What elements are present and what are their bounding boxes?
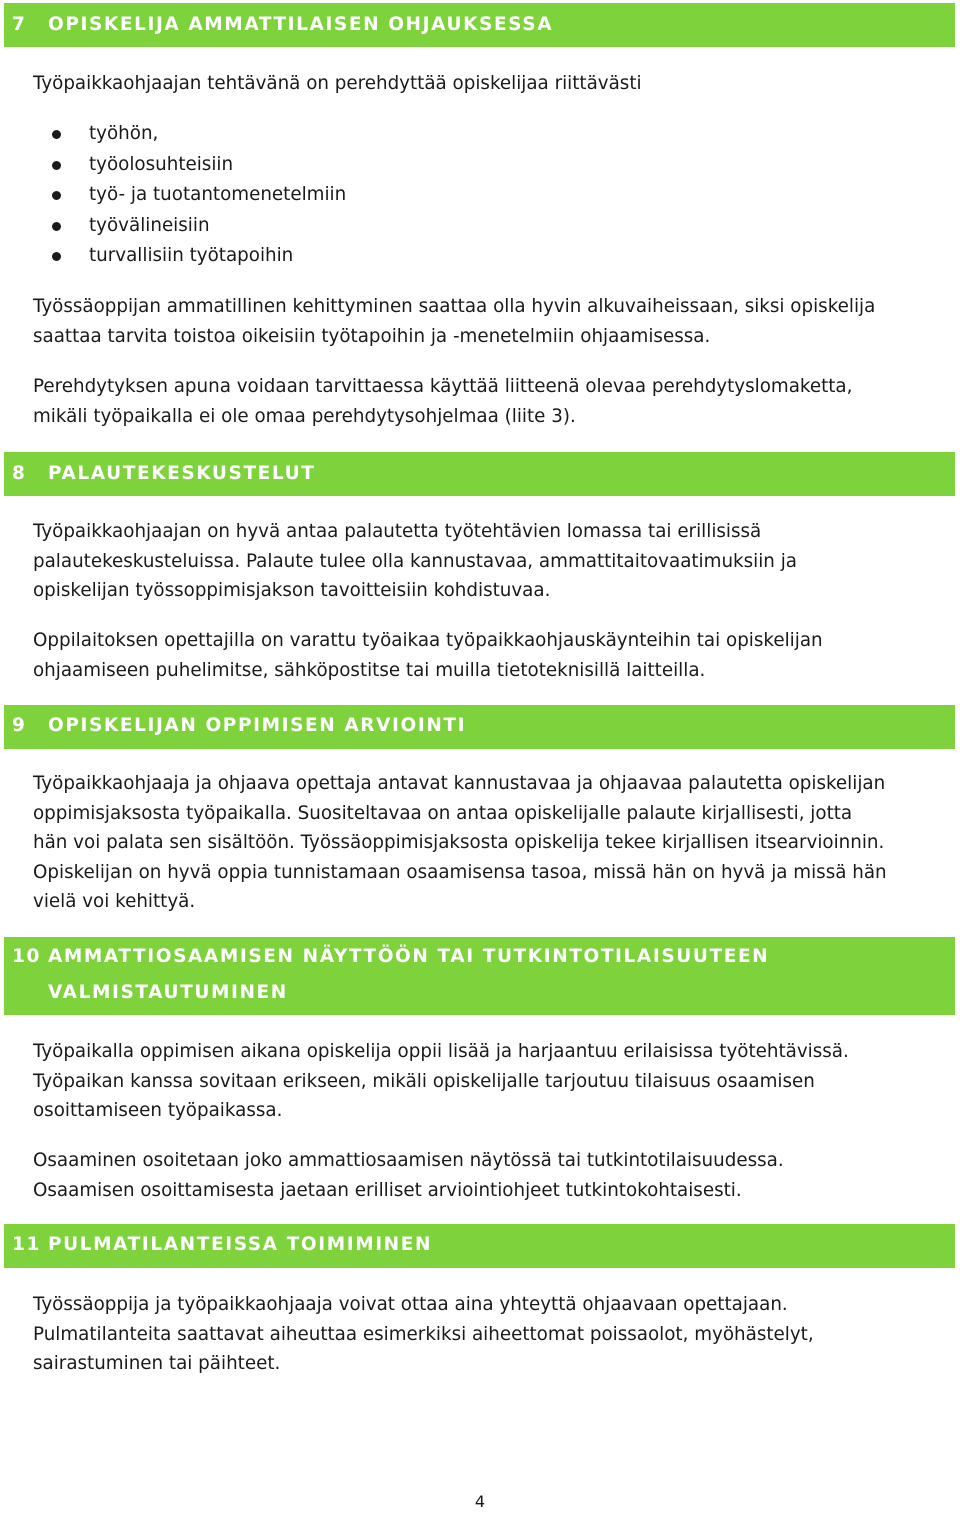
bullet-icon: [52, 222, 61, 231]
list-item: työolosuhteisiin: [50, 150, 346, 181]
section-11-number: 11: [12, 1234, 41, 1255]
list-item: turvallisiin työtapoihin: [50, 241, 346, 272]
section-8-title: PALAUTEKESKUSTELUT: [48, 463, 316, 484]
section-10-title-line-1: AMMATTIOSAAMISEN NÄYTTÖÖN TAI TUTKINTOTILAISUUTEEN: [48, 946, 770, 967]
section-10-heading: [4, 937, 955, 1015]
section-11-paragraph-1: Työssäoppija ja työpaikkaohjaaja voivat ottaa aina yhteyttä ohjaavaan opettajaan. Pulmatilanteita saattavat aiheuttaa esimerkiksi aiheettomat poissaolot, myöhästelyt, sairastuminen tai päihteet.: [33, 1294, 814, 1374]
bullet-icon: [52, 191, 61, 200]
section-9-paragraph-1: Työpaikkaohjaaja ja ohjaava opettaja antavat kannustavaa ja ohjaavaa palautetta opiskelijan oppimisjaksosta työpaikalla. Suositeltavaa on antaa opiskelijalle palaute kirjallisesti, jotta hän voi palata sen sisältöön. Työssäoppimisjaksosta opiskelija tekee kirjallisen itsearvioinnin. Opiskelijan on hyvä oppia tunnistamaan osaamisensa tasoa, missä hän on hyvä ja missä hän vielä voi kehittyä.: [33, 773, 887, 912]
list-item: työ- ja tuotantomenetelmiin: [50, 180, 346, 211]
section-11-title: PULMATILANTEISSA TOIMIMINEN: [48, 1234, 433, 1255]
section-7-number: 7: [12, 14, 27, 35]
section-9-title: OPISKELIJAN OPPIMISEN ARVIOINTI: [48, 715, 467, 736]
section-8-paragraph-2: Oppilaitoksen opettajilla on varattu työaikaa työpaikkaohjauskäynteihin tai opiskelijan ohjaamiseen puhelimitse, sähköpostitse tai muilla tietoteknisillä laitteilla.: [33, 630, 823, 681]
section-7-heading: [4, 3, 955, 47]
section-10-title-line-2: VALMISTAUTUMINEN: [48, 982, 288, 1003]
section-7-bullet-list: [50, 119, 346, 272]
section-8-paragraph-1: Työpaikkaohjaajan on hyvä antaa palautetta työtehtävien lomassa tai erillisissä palautekeskusteluissa. Palaute tulee olla kannustavaa, ammattitaitovaatimuksiin ja opiskelijan työssoppimisjakson tavoitteisiin kohdistuvaa.: [33, 521, 797, 601]
bullet-icon: [52, 161, 61, 170]
section-7-paragraph-2: Perehdytyksen apuna voidaan tarvittaessa käyttää liitteenä olevaa perehdytyslomaketta, mikäli työpaikalla ei ole omaa perehdytysohjelmaa (liite 3).: [33, 376, 853, 427]
bullet-icon: [52, 130, 61, 139]
section-10-paragraph-2: Osaaminen osoitetaan joko ammattiosaamisen näytössä tai tutkintotilaisuudessa. Osaamisen osoittamisesta jaetaan erilliset arviointiohjeet tutkintokohtaisesti.: [33, 1150, 784, 1201]
section-9-number: 9: [12, 715, 27, 736]
section-10-number: 10: [12, 946, 41, 967]
section-10-paragraph-1: Työpaikalla oppimisen aikana opiskelija oppii lisää ja harjaantuu erilaisissa työtehtävissä. Työpaikan kanssa sovitaan erikseen, mikäli opiskelijalle tarjoutuu tilaisuus osaamisen osoittamiseen työpaikassa.: [33, 1041, 849, 1121]
section-8-heading: [4, 452, 955, 496]
section-11-heading: [4, 1224, 955, 1268]
list-item: työhön,: [50, 119, 346, 150]
section-7-intro: Työpaikkaohjaajan tehtävänä on perehdyttää opiskelijaa riittävästi: [33, 73, 642, 94]
list-item: työvälineisiin: [50, 211, 346, 242]
section-7-paragraph-1: Työssäoppijan ammatillinen kehittyminen saattaa olla hyvin alkuvaiheissaan, siksi opiskelija saattaa tarvita toistoa oikeisiin työtapoihin ja -menetelmiin ohjaamisessa.: [33, 296, 876, 347]
page-number: 4: [474, 1492, 486, 1511]
section-8-number: 8: [12, 463, 27, 484]
section-9-heading: [4, 705, 955, 749]
bullet-icon: [52, 252, 61, 261]
section-7-title: OPISKELIJA AMMATTILAISEN OHJAUKSESSA: [48, 14, 554, 35]
